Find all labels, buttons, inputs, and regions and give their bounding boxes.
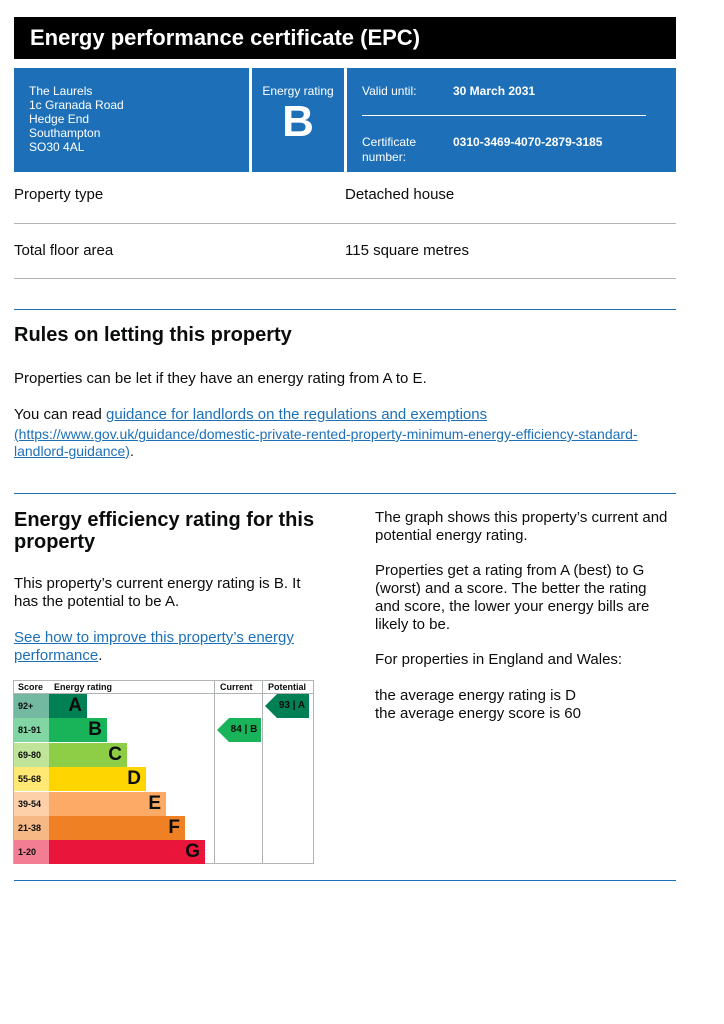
band-score-label: 1-20 (14, 840, 49, 864)
band-bar: G (49, 840, 205, 864)
england-wales-text: For properties in England and Wales: (375, 651, 623, 668)
valid-until-value: 30 March 2031 (453, 84, 536, 98)
band-bar: A (49, 694, 87, 718)
certificate-number: 0310-3469-4070-2879-3185 (453, 135, 603, 149)
validity-box (347, 68, 676, 172)
address-line: The Laurels (29, 84, 93, 98)
guidance-prefix: You can read (14, 406, 107, 423)
rating-band-a (14, 694, 214, 718)
current-rating-text (14, 575, 301, 611)
divider (14, 278, 676, 279)
current-rating-arrow (217, 718, 261, 742)
guidance-url-line-2[interactable]: landlord-guidance) (14, 443, 130, 459)
average-score: the average energy score is 60 (375, 705, 581, 722)
potential-rating-arrow (265, 694, 309, 718)
letting-heading: Rules on letting this property (14, 324, 292, 346)
guidance-suffix: . (129, 443, 134, 459)
current-rating-line-2: has the potential to be A. (14, 593, 180, 610)
efficiency-heading (14, 509, 314, 553)
current-header: Current (220, 682, 253, 692)
energy-rating-header: Energy rating (54, 682, 113, 692)
rating-band-g (14, 840, 214, 864)
valid-until-label: Valid until: (362, 84, 417, 98)
rating-band-f (14, 816, 214, 840)
energy-rating-value: B (282, 97, 314, 146)
section-divider (14, 880, 676, 881)
band-score-label: 21-38 (14, 816, 49, 840)
efficiency-heading-line-1: Energy efficiency rating for this (14, 509, 315, 531)
efficiency-heading-line-2: property (14, 531, 96, 553)
arrow-label: 93 | A (278, 700, 306, 711)
energy-rating-label: Energy rating (262, 84, 334, 98)
energy-rating-chart (13, 680, 314, 864)
average-rating: the average energy rating is D (375, 687, 576, 704)
text-line: potential energy rating. (375, 527, 528, 544)
improve-suffix: . (98, 647, 103, 664)
rating-explanation (375, 562, 680, 634)
band-score-label: 92+ (14, 694, 49, 718)
address-line: SO30 4AL (29, 140, 85, 154)
text-line: likely to be. (375, 616, 451, 633)
address-line: Hedge End (29, 112, 90, 126)
section-divider (14, 493, 676, 494)
band-bar: F (49, 816, 185, 840)
property-type-value: Detached house (345, 186, 455, 203)
improve-paragraph (14, 629, 294, 665)
improve-link-line-2[interactable]: performance (14, 647, 99, 664)
band-score-label: 81-91 (14, 718, 49, 742)
letting-paragraph: Properties can be let if they have an energy rating from A to E. (14, 370, 427, 387)
text-line: and score, the lower your energy bills are (375, 598, 650, 615)
chart-column-rule (214, 681, 215, 863)
chart-column-rule (262, 681, 263, 863)
current-rating-line-1: This property’s current energy rating is B. It (14, 575, 301, 592)
guidance-paragraph (14, 406, 654, 424)
floor-area-value: 115 square metres (345, 242, 469, 259)
page-title: Energy performance certificate (EPC) (14, 17, 676, 59)
certificate-label-2: number: (362, 150, 407, 164)
text-line: (worst) and a score. The better the rating (375, 580, 647, 597)
band-bar: E (49, 792, 166, 816)
divider (362, 115, 646, 116)
rating-band-d (14, 767, 214, 791)
graph-explanation (375, 509, 680, 545)
address-box (14, 68, 249, 172)
improve-link-line-1[interactable]: See how to improve this property’s energy (14, 629, 294, 646)
section-divider (14, 309, 676, 310)
floor-area-label: Total floor area (14, 242, 114, 259)
band-score-label: 69-80 (14, 743, 49, 767)
guidance-url-line-1[interactable]: (https://www.gov.uk/guidance/domestic-private-rented-property-minimum-energy-efficiency-standard- (14, 426, 638, 442)
band-bar: D (49, 767, 146, 791)
rating-band-e (14, 792, 214, 816)
rating-band-b (14, 718, 214, 742)
arrow-label: 84 | B (230, 724, 258, 736)
band-bar: C (49, 743, 127, 767)
average-rating-text (375, 687, 581, 723)
guidance-url (14, 426, 664, 460)
certificate-label-1: Certificate (362, 135, 417, 149)
score-header: Score (18, 682, 44, 692)
band-bar: B (49, 718, 107, 742)
band-score-label: 39-54 (14, 792, 49, 816)
energy-rating-box (252, 68, 344, 172)
rating-band-c (14, 743, 214, 767)
text-line: Properties get a rating from A (best) to G (375, 562, 645, 579)
potential-header: Potential (268, 682, 307, 692)
divider (14, 223, 676, 224)
guidance-link[interactable]: guidance for landlords on the regulations and exemptions (106, 406, 488, 423)
text-line: The graph shows this property’s current and (375, 509, 668, 526)
property-type-label: Property type (14, 186, 104, 203)
band-score-label: 55-68 (14, 767, 49, 791)
address-line: 1c Granada Road (29, 98, 124, 112)
address-line: Southampton (29, 126, 101, 140)
